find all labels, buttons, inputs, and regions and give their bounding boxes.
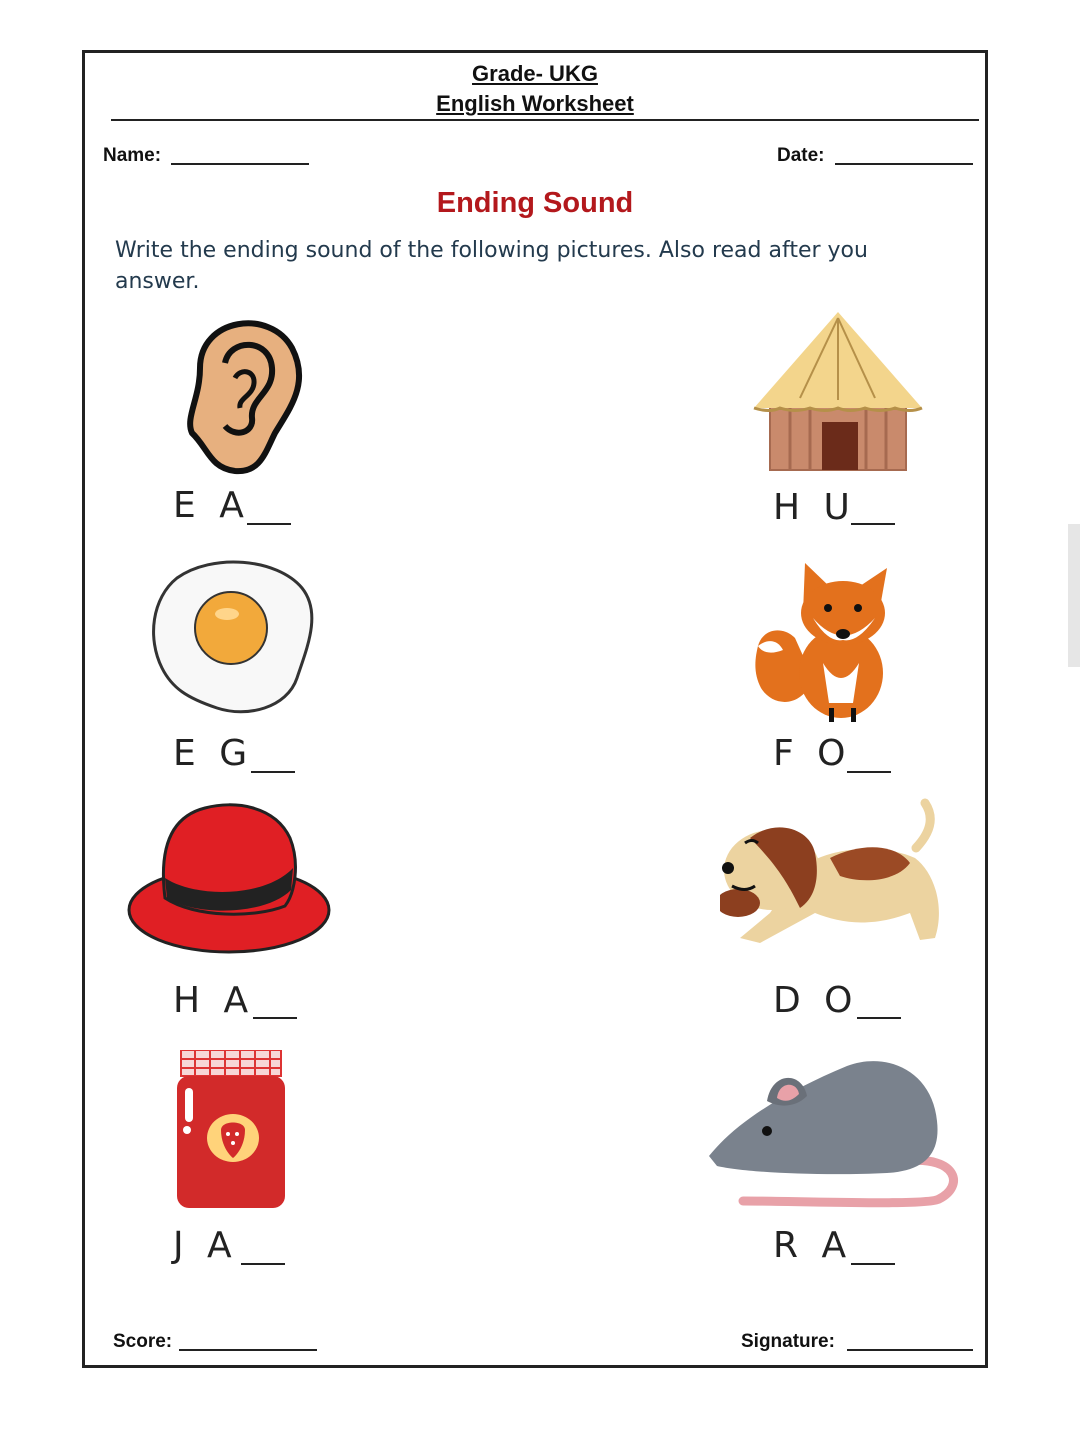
jam-icon (175, 1050, 287, 1210)
word-ear: E A (173, 485, 250, 526)
scrollbar[interactable] (1068, 524, 1080, 667)
score-field[interactable] (179, 1349, 317, 1351)
name-label: Name: (103, 145, 162, 166)
answer-blank-rat[interactable] (851, 1263, 895, 1265)
word-rat: R A (773, 1225, 853, 1266)
answer-blank-egg[interactable] (251, 771, 295, 773)
rat-icon (707, 1051, 963, 1211)
dog-icon (720, 798, 942, 948)
signature-field[interactable] (847, 1349, 973, 1351)
hat-icon (125, 798, 335, 958)
answer-blank-hat[interactable] (253, 1017, 297, 1019)
instruction-text: Write the ending sound of the following pictures. Also read after you answer. (115, 238, 868, 294)
word-egg: E G (173, 733, 254, 774)
header-divider (111, 119, 979, 121)
word-hut: H U (773, 487, 856, 528)
fox-icon (753, 558, 913, 726)
answer-blank-fox[interactable] (847, 771, 891, 773)
answer-blank-hut[interactable] (851, 523, 895, 525)
worksheet (82, 50, 988, 1368)
word-hat: H A (173, 980, 255, 1021)
word-fox: F O (773, 733, 852, 774)
date-field[interactable] (835, 163, 973, 165)
word-dog: D O (773, 980, 859, 1021)
answer-blank-jam[interactable] (241, 1263, 285, 1265)
page-title: Ending Sound (436, 187, 634, 219)
date-label: Date: (777, 145, 825, 166)
name-field[interactable] (171, 163, 309, 165)
ear-icon (180, 308, 310, 478)
score-label: Score: (113, 1331, 173, 1352)
word-jam: J A (173, 1225, 238, 1266)
grade-heading: Grade- UKG (472, 61, 598, 86)
answer-blank-ear[interactable] (247, 523, 291, 525)
signature-label: Signature: (741, 1331, 835, 1352)
answer-blank-dog[interactable] (857, 1017, 901, 1019)
egg-icon (147, 558, 317, 718)
hut-icon (750, 308, 926, 473)
subject-heading: English Worksheet (436, 91, 634, 116)
